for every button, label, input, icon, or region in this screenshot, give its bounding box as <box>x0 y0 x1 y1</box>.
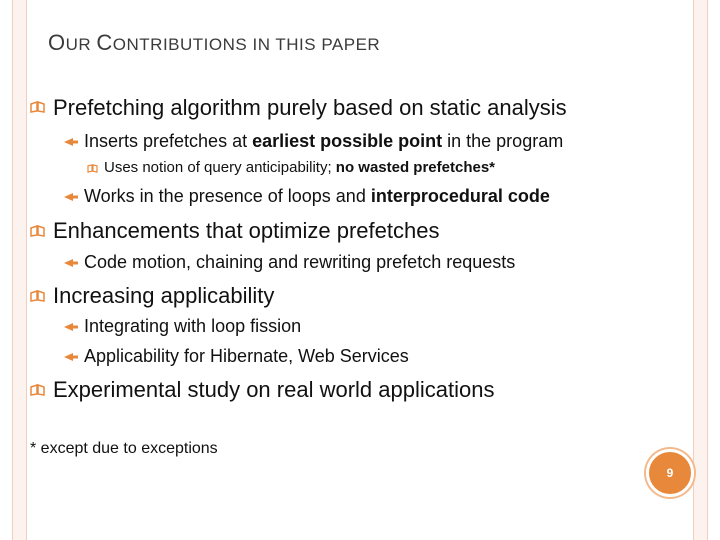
left-frame-stripe <box>12 0 27 540</box>
bullet-code-motion: Code motion, chaining and rewriting prefetch requests <box>84 252 516 272</box>
title-cap-2: C <box>96 30 113 55</box>
bullet-hibernate-web-services: Applicability for Hibernate, Web Services <box>84 346 409 366</box>
inserts-post: in the program <box>442 131 564 151</box>
inserts-bold: earliest possible point <box>252 131 443 151</box>
bullet-increasing-applicability: Increasing applicability <box>53 283 275 308</box>
bullet-uses-notion <box>104 159 495 176</box>
works-bold: interprocedural code <box>370 186 550 206</box>
pointer-bullet-icon <box>64 352 78 362</box>
book-bullet-icon <box>30 101 45 113</box>
book-bullet-icon <box>87 164 98 173</box>
pointer-bullet-icon <box>64 137 78 147</box>
book-bullet-icon <box>30 225 45 237</box>
footnote: * except due to exceptions <box>30 440 218 457</box>
right-frame-stripe <box>693 0 708 540</box>
uses-bold: no wasted prefetches* <box>335 159 496 176</box>
pointer-bullet-icon <box>64 322 78 332</box>
bullet-inserts-prefetches <box>84 131 563 152</box>
uses-pre: Uses notion of query anticipability; <box>104 159 336 176</box>
works-pre: Works in the presence of loops and <box>84 186 371 206</box>
bullet-experimental-study: Experimental study on real world applications <box>53 377 495 402</box>
title-cap-1: O <box>48 30 66 55</box>
book-bullet-icon <box>30 290 45 302</box>
pointer-bullet-icon <box>64 258 78 268</box>
title-part-1: UR <box>65 35 97 54</box>
bullet-works-loops <box>84 186 550 207</box>
inserts-pre: Inserts prefetches at <box>84 131 253 151</box>
book-bullet-icon <box>30 384 45 396</box>
page-number-badge: 9 <box>646 449 694 497</box>
pointer-bullet-icon <box>64 192 78 202</box>
slide-title <box>48 30 380 56</box>
title-part-2: ONTRIBUTIONS IN THIS PAPER <box>112 35 381 54</box>
bullet-prefetching: Prefetching algorithm purely based on static analysis <box>53 95 567 120</box>
bullet-enhancements: Enhancements that optimize prefetches <box>53 218 440 243</box>
bullet-loop-fission: Integrating with loop fission <box>84 316 302 336</box>
